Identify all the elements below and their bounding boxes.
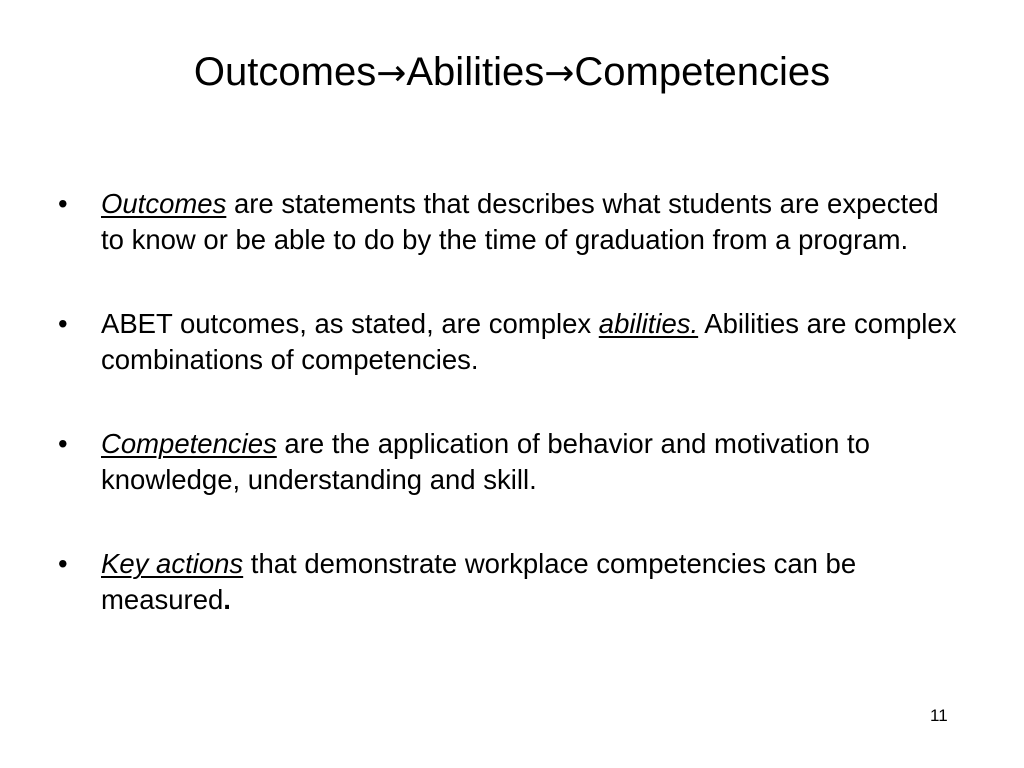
right-arrow-icon: →: [544, 53, 575, 94]
title-abilities: Abilities: [406, 50, 545, 94]
bullet-text-pre: ABET outcomes, as stated, are complex: [101, 308, 599, 339]
title-outcomes: Outcomes: [193, 50, 377, 94]
term-key-actions: Key actions: [101, 548, 244, 579]
bullet-list: [58, 186, 958, 617]
bullet-competencies: [58, 426, 958, 497]
bullet-text: are statements that describes what students are expected to know or be able to do by the time of graduation from a program.: [101, 188, 939, 255]
bullet-abet: [58, 306, 958, 377]
bullet-icon: •: [58, 548, 68, 579]
slide-title: [0, 42, 1024, 104]
title-competencies: Competencies: [574, 50, 831, 94]
bullet-icon: •: [58, 428, 68, 459]
right-arrow-icon: →: [376, 53, 407, 94]
term-competencies: Competencies: [101, 428, 277, 459]
bullet-end-period: .: [223, 583, 231, 615]
term-outcomes: Outcomes: [101, 188, 227, 219]
bullet-text: Abilities are complex combinations of competencies.: [101, 308, 957, 375]
bullet-text: that demonstrate workplace competencies can be measured: [101, 548, 857, 615]
bullet-key-actions: [58, 546, 958, 617]
bullet-text: are the application of behavior and motivation to knowledge, understanding and skill.: [101, 428, 870, 495]
term-abilities: abilities.: [598, 308, 699, 339]
page-number: 11: [930, 706, 948, 725]
bullet-icon: •: [58, 308, 68, 339]
bullet-icon: •: [58, 188, 68, 219]
bullet-outcomes: [58, 186, 958, 257]
